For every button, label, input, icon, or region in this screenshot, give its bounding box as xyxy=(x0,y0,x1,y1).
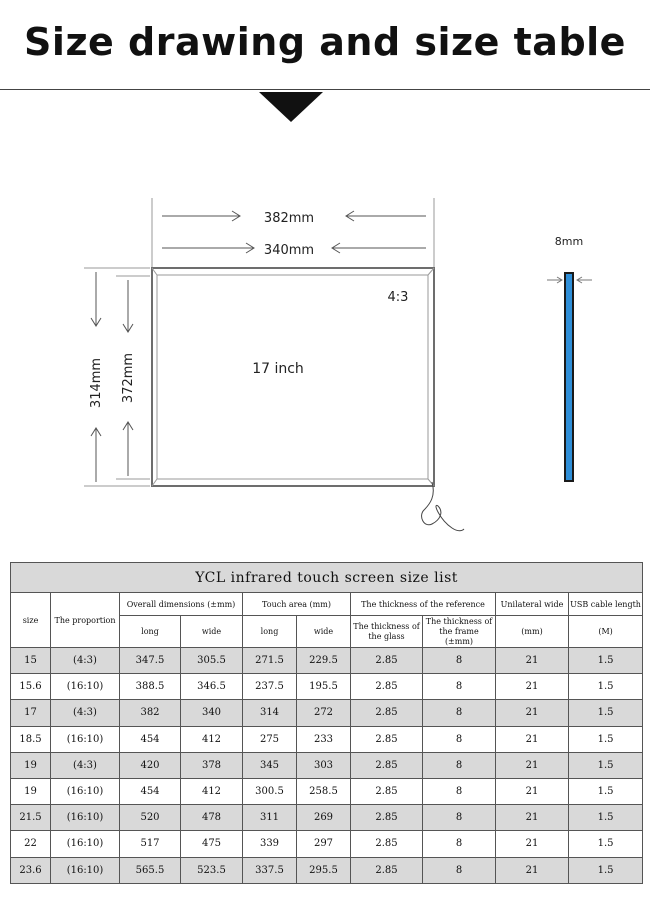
table-cell: 347.5 xyxy=(120,648,181,674)
table-cell: 523.5 xyxy=(181,857,243,883)
frame-side-view xyxy=(565,273,573,481)
header-touch: Touch area (mm) xyxy=(243,593,351,616)
table-cell: 454 xyxy=(120,726,181,752)
table-cell: 311 xyxy=(243,805,297,831)
table-cell: 258.5 xyxy=(297,778,351,804)
table-cell: 2.85 xyxy=(351,700,423,726)
table-cell: (16:10) xyxy=(51,805,120,831)
size-table-container xyxy=(10,562,643,884)
table-cell: (16:10) xyxy=(51,726,120,752)
size-label: 17 inch xyxy=(252,361,304,377)
table-cell: 1.5 xyxy=(569,726,643,752)
table-cell: 346.5 xyxy=(181,674,243,700)
table-row xyxy=(11,700,643,726)
table-cell: 21 xyxy=(496,674,569,700)
table-cell: 412 xyxy=(181,778,243,804)
table-row xyxy=(11,857,643,883)
table-cell: 388.5 xyxy=(120,674,181,700)
table-cell: 15.6 xyxy=(11,674,51,700)
table-cell: 272 xyxy=(297,700,351,726)
header-thickness-ref: The thickness of the reference xyxy=(351,593,496,616)
outer-width-label: 382mm xyxy=(263,211,315,226)
header-overall: Overall dimensions (±mm) xyxy=(120,593,243,616)
usb-cable xyxy=(422,482,464,531)
table-cell: 21 xyxy=(496,778,569,804)
table-cell: 420 xyxy=(120,752,181,778)
thickness-label: 8mm xyxy=(554,235,584,248)
table-cell: 2.85 xyxy=(351,674,423,700)
header-touch-long: long xyxy=(243,616,297,648)
table-cell: 229.5 xyxy=(297,648,351,674)
table-cell: 1.5 xyxy=(569,674,643,700)
table-cell: 1.5 xyxy=(569,831,643,857)
header-unilateral: Unilateral wide xyxy=(496,593,569,616)
table-cell: 300.5 xyxy=(243,778,297,804)
table-cell: 337.5 xyxy=(243,857,297,883)
table-cell: 19 xyxy=(11,778,51,804)
active-height-label: 372mm xyxy=(121,352,136,404)
table-row xyxy=(11,778,643,804)
header-usb-unit: (M) xyxy=(569,616,643,648)
pointer-triangle-icon xyxy=(259,92,323,122)
outer-height-label: 314mm xyxy=(89,357,104,409)
table-cell: 21 xyxy=(496,805,569,831)
table-cell: (16:10) xyxy=(51,857,120,883)
table-cell: 8 xyxy=(423,752,496,778)
table-cell: 8 xyxy=(423,805,496,831)
table-cell: 305.5 xyxy=(181,648,243,674)
table-cell: 21 xyxy=(496,726,569,752)
table-row xyxy=(11,726,643,752)
table-cell: 1.5 xyxy=(569,805,643,831)
table-cell: 478 xyxy=(181,805,243,831)
table-row xyxy=(11,648,643,674)
active-width-label: 340mm xyxy=(263,243,315,258)
table-cell: 475 xyxy=(181,831,243,857)
table-cell: (16:10) xyxy=(51,831,120,857)
table-cell: 21.5 xyxy=(11,805,51,831)
table-cell: 2.85 xyxy=(351,831,423,857)
frame-inner xyxy=(157,275,428,479)
table-cell: 339 xyxy=(243,831,297,857)
table-cell: 15 xyxy=(11,648,51,674)
table-cell: (16:10) xyxy=(51,778,120,804)
table-cell: 8 xyxy=(423,648,496,674)
table-cell: 1.5 xyxy=(569,648,643,674)
header-usb: USB cable length xyxy=(569,593,643,616)
size-drawing xyxy=(0,92,650,552)
header-touch-wide: wide xyxy=(297,616,351,648)
table-cell: 21 xyxy=(496,700,569,726)
table-cell: 17 xyxy=(11,700,51,726)
table-cell: (4:3) xyxy=(51,700,120,726)
table-cell: 8 xyxy=(423,700,496,726)
table-row xyxy=(11,752,643,778)
table-cell: 8 xyxy=(423,831,496,857)
table-cell: 520 xyxy=(120,805,181,831)
header-overall-long: long xyxy=(120,616,181,648)
table-cell: 1.5 xyxy=(569,857,643,883)
table-cell: 18.5 xyxy=(11,726,51,752)
table-cell: 454 xyxy=(120,778,181,804)
table-cell: (4:3) xyxy=(51,648,120,674)
table-cell: 22 xyxy=(11,831,51,857)
table-cell: 233 xyxy=(297,726,351,752)
table-cell: 21 xyxy=(496,752,569,778)
header-glass: The thickness of the glass xyxy=(351,616,423,648)
table-cell: 1.5 xyxy=(569,700,643,726)
table-cell: 2.85 xyxy=(351,752,423,778)
table-cell: 23.6 xyxy=(11,857,51,883)
header-unilateral-unit: (mm) xyxy=(496,616,569,648)
table-cell: 8 xyxy=(423,778,496,804)
table-cell: 565.5 xyxy=(120,857,181,883)
table-cell: 2.85 xyxy=(351,778,423,804)
table-cell: 2.85 xyxy=(351,648,423,674)
size-table xyxy=(10,562,643,884)
table-cell: 2.85 xyxy=(351,726,423,752)
table-cell: 269 xyxy=(297,805,351,831)
table-cell: 382 xyxy=(120,700,181,726)
header-proportion: The proportion xyxy=(51,593,120,648)
table-caption: YCL infrared touch screen size list xyxy=(11,563,643,593)
page-title: Size drawing and size table xyxy=(24,20,626,64)
table-cell: 237.5 xyxy=(243,674,297,700)
table-cell: 21 xyxy=(496,648,569,674)
table-cell: 378 xyxy=(181,752,243,778)
table-cell: 8 xyxy=(423,857,496,883)
table-cell: (16:10) xyxy=(51,674,120,700)
table-cell: 303 xyxy=(297,752,351,778)
table-cell: 21 xyxy=(496,857,569,883)
title-divider xyxy=(0,89,650,90)
table-cell: 8 xyxy=(423,674,496,700)
table-cell: 1.5 xyxy=(569,778,643,804)
header-frame: The thickness of the frame (±mm) xyxy=(423,616,496,648)
table-cell: 2.85 xyxy=(351,805,423,831)
table-cell: 195.5 xyxy=(297,674,351,700)
table-row xyxy=(11,805,643,831)
header-size: size xyxy=(11,593,51,648)
table-cell: 345 xyxy=(243,752,297,778)
table-cell: 314 xyxy=(243,700,297,726)
table-cell: 340 xyxy=(181,700,243,726)
table-row xyxy=(11,831,643,857)
table-cell: 517 xyxy=(120,831,181,857)
header-overall-wide: wide xyxy=(181,616,243,648)
table-cell: 271.5 xyxy=(243,648,297,674)
table-cell: 19 xyxy=(11,752,51,778)
table-cell: (4:3) xyxy=(51,752,120,778)
table-row xyxy=(11,674,643,700)
table-cell: 1.5 xyxy=(569,752,643,778)
table-cell: 275 xyxy=(243,726,297,752)
table-cell: 21 xyxy=(496,831,569,857)
table-cell: 412 xyxy=(181,726,243,752)
table-cell: 8 xyxy=(423,726,496,752)
table-body xyxy=(11,648,643,884)
table-cell: 297 xyxy=(297,831,351,857)
table-cell: 295.5 xyxy=(297,857,351,883)
ratio-label: 4:3 xyxy=(387,290,409,305)
table-cell: 2.85 xyxy=(351,857,423,883)
